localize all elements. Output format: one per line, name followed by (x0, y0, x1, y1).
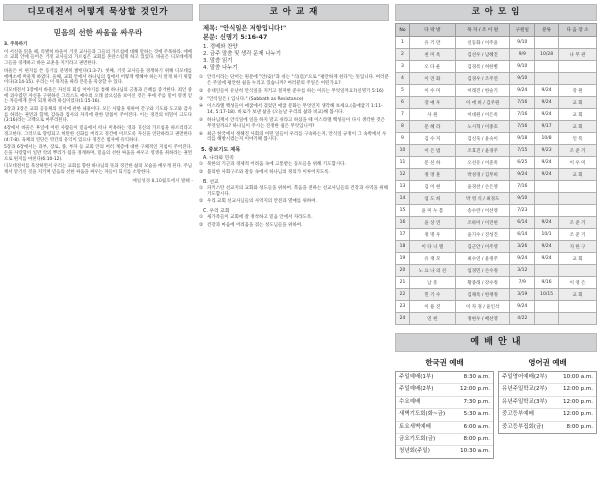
table-cell (535, 313, 559, 325)
study-point (199, 97, 389, 103)
study-point-text: 최근 한국에서 정해진 사회의 어떤 일들이 우리를 구속하는지, 안식일 규정이 그 속박에서 우리를 해방시켰는지 이야기해 봅시다. (207, 131, 387, 143)
study-point (199, 75, 389, 87)
service-time: 7:30 p.m. (463, 398, 490, 405)
table-cell: 9/24 (535, 85, 559, 97)
share-items (199, 154, 389, 229)
korean-services (395, 357, 494, 459)
service-time: 8:00 p.m. (463, 435, 490, 442)
share-item-label: B. 선교 (203, 179, 219, 185)
table-cell: 유 재 모 (409, 253, 455, 265)
members-col-header: 다 락 방 (409, 24, 455, 37)
table-cell: 10/8 (535, 133, 559, 145)
meditation-section-title: 믿음의 선한 싸움을 싸우라 (53, 28, 143, 37)
table-cell: 이 연 화 (409, 73, 455, 85)
table-cell: 9/24 (510, 85, 535, 97)
share-item-label: C. 우리 교회 (203, 209, 230, 215)
service-row (499, 372, 596, 384)
table-cell: 4/22 (510, 313, 535, 325)
study-point-number: ④ (199, 104, 204, 110)
share-point-number: ② (199, 199, 204, 205)
table-cell: 김경록 / 허한별 (455, 61, 510, 73)
table-row (396, 169, 597, 181)
table-cell: 윤경찬 / 손은영 (455, 181, 510, 193)
study-point-number: ⑥ (199, 131, 204, 137)
table-cell: 노 요 나 의 선 (409, 265, 455, 277)
service-time: 12:00 p.m. (563, 386, 593, 393)
share-point (199, 215, 389, 221)
table-cell (559, 193, 597, 205)
service-name: 새벽기도회(화~금) (399, 411, 446, 418)
service-row (499, 409, 596, 421)
meditation-heading: 3. 주목하기 (4, 42, 28, 47)
table-cell: 9/10 (510, 61, 535, 73)
share-point (199, 223, 389, 229)
service-row (396, 409, 493, 421)
study-point-text: 안식이라는 단어는 원문에 "안(安)"과 쉬는 "식(息)"으로 "평안하게 쉰다"는 뜻입니다. 여러분은 주일에 평안한 쉼을 누리고 있습니까? 여러분의 주일은 어떤가요? (207, 75, 389, 86)
table-cell (535, 265, 559, 277)
meditation-paragraph: 2장과 3장은 교회 공동체의 질서에 관한 내용이다. 모든 사람을 위하여 간구와 기도와 도고와 감사를 하라는 권면과 함께, 감독과 집사의 자격에 관한 말씀이 주어진다. 이는 경건의 비밀이 크도다(3:16)라는 고백으로 마무리된다. (4, 107, 192, 124)
outline-item: 4. 말씀 나누기 (203, 65, 238, 72)
meditation-paragraph: 바울은 이 편지를 쓴 동기를 분명히 밝힌다(1:3-7). 첫째, 거짓 교사들을 경계하기 위해 디모데를 에베소에 머물게 하였다. 둘째, 교회 안에서 하나님의 집에서 어떻게 행해야 하는지 알게 하기 위함이다(3:14-15). 우리는 이 목적을 따라 본문을 묵상할 수 있다. (4, 68, 192, 86)
share-point-number: ① (199, 215, 204, 221)
table-cell: 교 회 (559, 121, 597, 133)
service-row (396, 397, 493, 409)
service-row (499, 384, 596, 396)
table-cell: 9/24 (535, 157, 559, 169)
table-cell: 김채옥 / 한재정 (455, 289, 510, 301)
table-cell: 교 회 (559, 169, 597, 181)
meditation-column (3, 4, 193, 479)
table-cell (559, 301, 597, 313)
table-row (396, 109, 597, 121)
table-row (396, 145, 597, 157)
meditation-paragraph: 디모데전서를 묵상하면서 우리는 교회를 향한 하나님의 뜻과 경건한 삶의 모습을 배우게 된다. 주님께서 맡기신 것을 지키며 믿음의 선한 싸움을 싸우는 자들이 되기를 소망한다. (4, 164, 192, 176)
service-name: 금요기도회(금) (399, 435, 436, 442)
table-cell: 강 원 (559, 85, 597, 97)
members-col-header: 구원일 (510, 24, 535, 37)
table-cell (559, 61, 597, 73)
table-cell: 9/24 (510, 253, 535, 265)
share-item-label: A. 나라와 민족 (203, 156, 234, 162)
share-point-number: ① (199, 162, 204, 168)
table-cell: 6/14 (510, 229, 535, 241)
table-cell: 교 회 (559, 289, 597, 301)
members-col-header: 목 자 / 조 이 원 (455, 24, 510, 37)
table-cell: 6 (396, 97, 410, 109)
meditation-paragraph: 디모데전서 1장에서 바울은 자신의 회심 이야기를 통해 하나님의 긍휼과 은혜를 증거한다. 죄인 중에 괴수였던 자신을 구원하신 그리스도 예수의 오래 참으심을 보이신 것은 후에 주를 믿어 영생 얻는 자들에게 본이 되게 하려 하심이었다(1:15-16). (4, 87, 192, 105)
table-cell: 나 무 관 (559, 49, 597, 61)
table-cell: 6/14 (510, 217, 535, 229)
table-cell: 이 은 범 (409, 145, 455, 157)
table-cell: 9/24 (535, 97, 559, 109)
share-point-text: 건강과 마음에 어려움을 겪는 성도님들을 위하여. (207, 222, 303, 228)
service-name: 유년주일학교(2부) (502, 386, 547, 393)
table-row (396, 301, 597, 313)
table-cell: 이 에 바 / 김주원 (455, 97, 510, 109)
table-cell: 19 (396, 253, 410, 265)
table-row (396, 193, 597, 205)
table-cell: 정 영 훈 (409, 169, 455, 181)
table-cell: 윤 미 누 봄 (409, 205, 455, 217)
table-cell: 17 (396, 229, 410, 241)
table-row (396, 277, 597, 289)
study-passage: 신명기 5:16-47 (219, 33, 268, 41)
table-cell (535, 193, 559, 205)
members-col-header: No (396, 24, 410, 37)
table-cell: 9/10 (510, 37, 535, 49)
service-time: 8:00 p.m. (566, 423, 593, 430)
table-cell: 4 (396, 73, 410, 85)
table-cell: 7 (396, 109, 410, 121)
table-cell: 9/9 (510, 49, 535, 61)
service-name: 주일영어예배(2부) (502, 374, 547, 380)
members-table (395, 23, 597, 325)
table-cell: 교 회 (559, 253, 597, 265)
table-cell: 3/26 (510, 241, 535, 253)
table-cell: 이대원 / 이은옥 (455, 109, 510, 121)
table-cell (535, 181, 559, 193)
service-name: 중고등부집회(금) (502, 423, 544, 430)
table-cell: 21 (396, 277, 410, 289)
korean-services-title: 한국권 예배 (425, 358, 464, 367)
table-row (396, 157, 597, 169)
table-cell: 10/15 (535, 289, 559, 301)
table-cell: 9/23 (535, 145, 559, 157)
service-name: 청년회(주일) (399, 448, 430, 455)
table-cell: 22 (396, 289, 410, 301)
table-cell: 조효진 / 윤경주 (455, 145, 510, 157)
english-services (498, 357, 597, 459)
table-cell: 최수연 / 윤정주 (455, 253, 510, 265)
table-row (396, 265, 597, 277)
table-row (396, 313, 597, 325)
study-intro (203, 25, 385, 42)
table-cell: 11 (396, 157, 410, 169)
table-cell: 윤 상 연 (409, 217, 455, 229)
table-cell (559, 313, 597, 325)
table-cell: 9/24 (510, 301, 535, 313)
english-services-title: 영어권 예배 (528, 358, 567, 367)
table-cell: 민 기 수 (409, 289, 455, 301)
study-points (199, 75, 389, 143)
table-cell: 24 (396, 313, 410, 325)
table-cell: 10/1 (535, 229, 559, 241)
table-cell: 15 (396, 205, 410, 217)
service-row (499, 397, 596, 409)
table-row (396, 97, 597, 109)
table-cell: 이 우 미 (559, 157, 597, 169)
service-time: 12:00 p.m. (460, 386, 490, 393)
table-cell: 유 기 만 (409, 37, 455, 49)
table-cell: 6/25 (510, 157, 535, 169)
outline-item: 2. 금주 말씀 및 생각 문제 나누기 (203, 51, 281, 58)
table-cell: 천 미 옥 (409, 49, 455, 61)
table-cell: 이 다 니 엘 (409, 241, 455, 253)
table-cell (535, 205, 559, 217)
table-cell: 3/19 (510, 289, 535, 301)
service-row (396, 372, 493, 384)
table-cell: 이 수 미 (409, 85, 455, 97)
table-cell: 오선유 / 이준옥 (455, 157, 510, 169)
share-point-text: 새가족들이 교회에 잘 정착하고 믿음 안에서 자라도록. (207, 215, 313, 221)
service-name: 중고등부예배 (502, 411, 534, 418)
table-cell: 오 다 운 (409, 61, 455, 73)
table-cell: 7/23 (510, 205, 535, 217)
table-cell: 12 (396, 169, 410, 181)
table-cell: 13 (396, 181, 410, 193)
share-point-text: 우리 교회 선교사님들의 사역지의 안전과 열매를 위하여. (207, 199, 317, 205)
table-cell: 지 한 구 (559, 241, 597, 253)
table-cell: 조하미 / 이진현 (455, 217, 510, 229)
study-point-number: ③ (199, 96, 204, 102)
study-point-text: "안식일은 ( 입니다." (Sabbath as Resistance) (207, 96, 304, 102)
share-heading: 5. 중보기도 제목 (201, 147, 241, 154)
outline-item: 3. 말씀 읽기 (203, 58, 233, 65)
meditation-note: 매일성경 8,10월호에서 발췌 - (132, 178, 193, 184)
table-cell: 사 원 (409, 109, 455, 121)
table-cell: 황종래 / 강수정 (455, 277, 510, 289)
table-cell: 10/28 (535, 49, 559, 61)
table-cell (559, 73, 597, 85)
study-column (199, 4, 389, 479)
table-cell (535, 301, 559, 313)
study-point (199, 89, 389, 95)
service-name: 주일예배(1부) (399, 374, 434, 380)
members-col-header: 분류 (535, 24, 559, 37)
table-row (396, 133, 597, 145)
share-point-number: ② (199, 169, 204, 175)
service-time: 12:00 p.m. (563, 398, 593, 405)
study-point-text: 하나님께서 안식일에 일을 하지 말고 쉬라고 하셨을 때 이스라엘 백성들이 다시 생각한 것은 무엇일까요? 하나님이 주시는 진정한 쉼은 무엇입니까? (207, 117, 386, 129)
study-point (199, 132, 389, 144)
table-cell: 20 (396, 265, 410, 277)
table-cell: 이래진 / 한슬기 (455, 85, 510, 97)
service-name: 토요새벽예배 (399, 423, 431, 430)
table-cell: 김신욱 / 윤숙이 (455, 133, 510, 145)
table-cell: 윤기수 / 진성진 (455, 229, 510, 241)
table-cell: 7/16 (510, 97, 535, 109)
table-cell: 임경민 / 손수정 (455, 265, 510, 277)
table-row (396, 121, 597, 133)
members-column (395, 4, 597, 479)
study-passage-line: 본문: 신명기 5:16-47 (203, 33, 268, 41)
table-cell: 9/24 (535, 253, 559, 265)
table-cell: 10 (396, 145, 410, 157)
table-cell: 교 회 (559, 109, 597, 121)
table-row (396, 289, 597, 301)
table-cell: 인 폭 (559, 133, 597, 145)
table-cell: 1 (396, 37, 410, 49)
meditation-banner: 디모데전서 어떻게 묵상할 것인가 (3, 4, 193, 21)
table-cell: 송수란 / 이선영 (455, 205, 510, 217)
table-cell: 신동화 / 이주윤 (455, 37, 510, 49)
share-point-number: ② (199, 222, 204, 228)
table-cell: 이 영 은 (559, 277, 597, 289)
table-cell: 9/18 (510, 133, 535, 145)
table-cell: 5 (396, 85, 410, 97)
table-cell: 박 영 식 / 최경도 (455, 193, 510, 205)
table-cell: 문 선 하 (409, 157, 455, 169)
service-name: 수요예배 (399, 398, 421, 405)
study-point-number: ① (199, 75, 204, 81)
table-cell: 3/12 (510, 265, 535, 277)
table-row (396, 73, 597, 85)
study-title: "안식일은 저항입니다!" (219, 25, 287, 32)
study-point (199, 104, 389, 116)
study-banner: 코 아 교 재 (199, 4, 389, 21)
outline-item: 1. 경배와 찬양 (203, 44, 238, 51)
table-cell: 7/15 (510, 145, 535, 157)
table-cell: 9/24 (535, 169, 559, 181)
table-cell: 김경우 / 조주연 (455, 73, 510, 85)
korean-services-list (395, 371, 494, 459)
table-cell (559, 181, 597, 193)
table-row (396, 181, 597, 193)
table-cell: 14 (396, 193, 410, 205)
services-banner: 예 배 안 내 (395, 333, 597, 352)
table-cell: 2 (396, 49, 410, 61)
table-cell: 남 흥 (409, 277, 455, 289)
table-cell: 9 (396, 133, 410, 145)
members-col-header: 다 음 장 소 (559, 24, 597, 37)
table-row (396, 229, 597, 241)
meditation-paragraphs (3, 50, 193, 176)
table-cell: 교 회 (559, 97, 597, 109)
share-point-text: 파키스탄 선교지의 교회와 성도들을 위하여. 복음을 전하는 선교사님들의 건강과 사역을 위해 기도합시다. (207, 185, 388, 197)
table-cell: 23 (396, 301, 410, 313)
share-point (199, 162, 389, 168)
service-row (396, 434, 493, 446)
english-services-list (498, 371, 597, 434)
members-banner: 코 아 모 임 (395, 4, 597, 21)
table-cell: 장 예 우 (409, 97, 455, 109)
table-cell (559, 205, 597, 217)
members-table-header (396, 24, 597, 37)
table-cell: 문 혜 라 (409, 121, 455, 133)
table-row (396, 217, 597, 229)
table-cell: 7/9 (510, 277, 535, 289)
study-point (199, 118, 389, 130)
table-cell: 7/16 (510, 181, 535, 193)
table-cell: 이 용 진 (409, 301, 455, 313)
table-row (396, 37, 597, 49)
table-cell: 9/16 (535, 277, 559, 289)
share-point (199, 186, 389, 198)
table-cell (559, 37, 597, 49)
table-cell: 7/16 (510, 121, 535, 133)
table-row (396, 253, 597, 265)
service-time: 6:00 a.m. (463, 423, 490, 430)
table-cell (559, 265, 597, 277)
table-row (396, 61, 597, 73)
study-point-number: ⑤ (199, 117, 204, 123)
table-cell: 박성경 / 김무희 (455, 169, 510, 181)
service-time: 10:30 a.m. (460, 448, 490, 455)
share-point (199, 170, 389, 176)
table-row (396, 205, 597, 217)
table-cell: 조 준 기 (559, 145, 597, 157)
table-cell: 9/24 (510, 169, 535, 181)
table-cell: 7/16 (510, 109, 535, 121)
service-row (396, 446, 493, 457)
table-cell: 엄 도 희 (409, 193, 455, 205)
study-title-label: 제목 (203, 25, 216, 32)
service-name: 유년주일학교(3부) (502, 398, 547, 405)
table-cell (535, 73, 559, 85)
table-cell: 김 이 현 (409, 181, 455, 193)
service-time: 12:00 p.m. (563, 411, 593, 418)
table-row (396, 241, 597, 253)
table-cell: 9/24 (535, 241, 559, 253)
table-row (396, 49, 597, 61)
meditation-paragraph: 5장과 6장에서는 과부, 장로, 종, 부자 등 교회 안의 여러 계층에 대한 구체적인 지침이 주어진다. 돈을 사랑함이 일만 악의 뿌리가 됨을 경계하며, 믿음의 선한 싸움을 싸우고 영생을 취하라는 권면으로 편지를 마친다(6:10-12). (4, 145, 192, 162)
table-cell: 조 준 기 (559, 217, 597, 229)
table-cell: 조 준 기 (559, 229, 597, 241)
service-time: 5:30 a.m. (463, 411, 490, 418)
share-point (199, 199, 389, 205)
service-row (499, 422, 596, 433)
table-cell: 9/24 (535, 109, 559, 121)
table-cell: 9/17 (535, 121, 559, 133)
share-point-text: 북한의 기근과 경제적 어려움 속에 고통받는 동포들을 위해 기도합시다. (207, 162, 346, 168)
service-row (396, 422, 493, 434)
table-cell: 8 (396, 121, 410, 133)
study-passage-label: 본문 (203, 33, 216, 41)
table-cell: 정 명 우 (409, 229, 455, 241)
study-point-text: 이스라엘 백성들이 애굽에서 겪었던 애굽 문화는 무엇인지 생각해 보세요.(출애굽기 1:11-14, 5:17-18). 바로가 보낸 삶을 (오늘날 우리의 삶과 비교)해 봅시다. (207, 104, 383, 116)
service-time: 8:30 a.m. (463, 374, 490, 380)
table-cell: 김선우 / 남혜진 (455, 49, 510, 61)
table-cell: 연 현 (409, 313, 455, 325)
members-table-body (396, 37, 597, 325)
study-title-line: 제목: "안식일은 저항입니다!" (203, 25, 287, 32)
study-point-text: 유대인들이 유난히 안식일을 지키고 철저한 준수를 하는 이유는 무엇일까요?(신명기 5:16) (207, 88, 384, 94)
share-point-number: ① (199, 185, 204, 191)
table-cell: 9/24 (535, 217, 559, 229)
table-cell: 이 자 경 / 윤인석 (455, 301, 510, 313)
service-name: 주일예배(2부) (399, 386, 434, 393)
table-cell (535, 37, 559, 49)
meditation-paragraph: 4장에서 바울은 후일에 어떤 사람들이 믿음에서 떠나 미혹하는 영과 귀신의 가르침을 따르리라고 경고한다. 그러므로 망령되고 허탄한 신화를 버리고 경건에 이르도록 자신을 연단하라고 권면한다(4:7-8). 육체의 연단은 약간의 유익이 있으나 경건은 범사에 유익하다. (4, 126, 192, 143)
table-cell (535, 61, 559, 73)
table-cell: 정현우 / 배선영 (455, 313, 510, 325)
share-point-text: 불의한 사회구조와 갈등 속에서 하나님의 정의가 이루어지도록. (207, 169, 331, 175)
services-section (395, 357, 597, 459)
table-cell: 김근안 / 이주영 (455, 241, 510, 253)
table-cell: 9/10 (510, 73, 535, 85)
meditation-paragraph: 이 서신을 읽을 때, 특별히 바울이 거짓 교사들과 그들의 가르침에 대해 말하는 것에 주목하라. 에베소 교회 안에 들어온 거짓 교사들의 가르침은 교회를 혼란스럽게 하고 있었다. 바울은 디모데에게 그들을 경계하고 바른 교훈을 지키라고 권면한다. (4, 49, 192, 67)
table-cell: 김 수 지 (409, 133, 455, 145)
table-cell: 18 (396, 241, 410, 253)
table-row (396, 85, 597, 97)
service-time: 10:00 a.m. (563, 374, 593, 380)
table-cell: 9/10 (510, 193, 535, 205)
table-cell: 노시혁 / 이종호 (455, 121, 510, 133)
service-row (396, 384, 493, 396)
table-cell: 3 (396, 61, 410, 73)
study-outline (203, 44, 389, 72)
table-cell: 16 (396, 217, 410, 229)
study-point-number: ② (199, 88, 204, 94)
